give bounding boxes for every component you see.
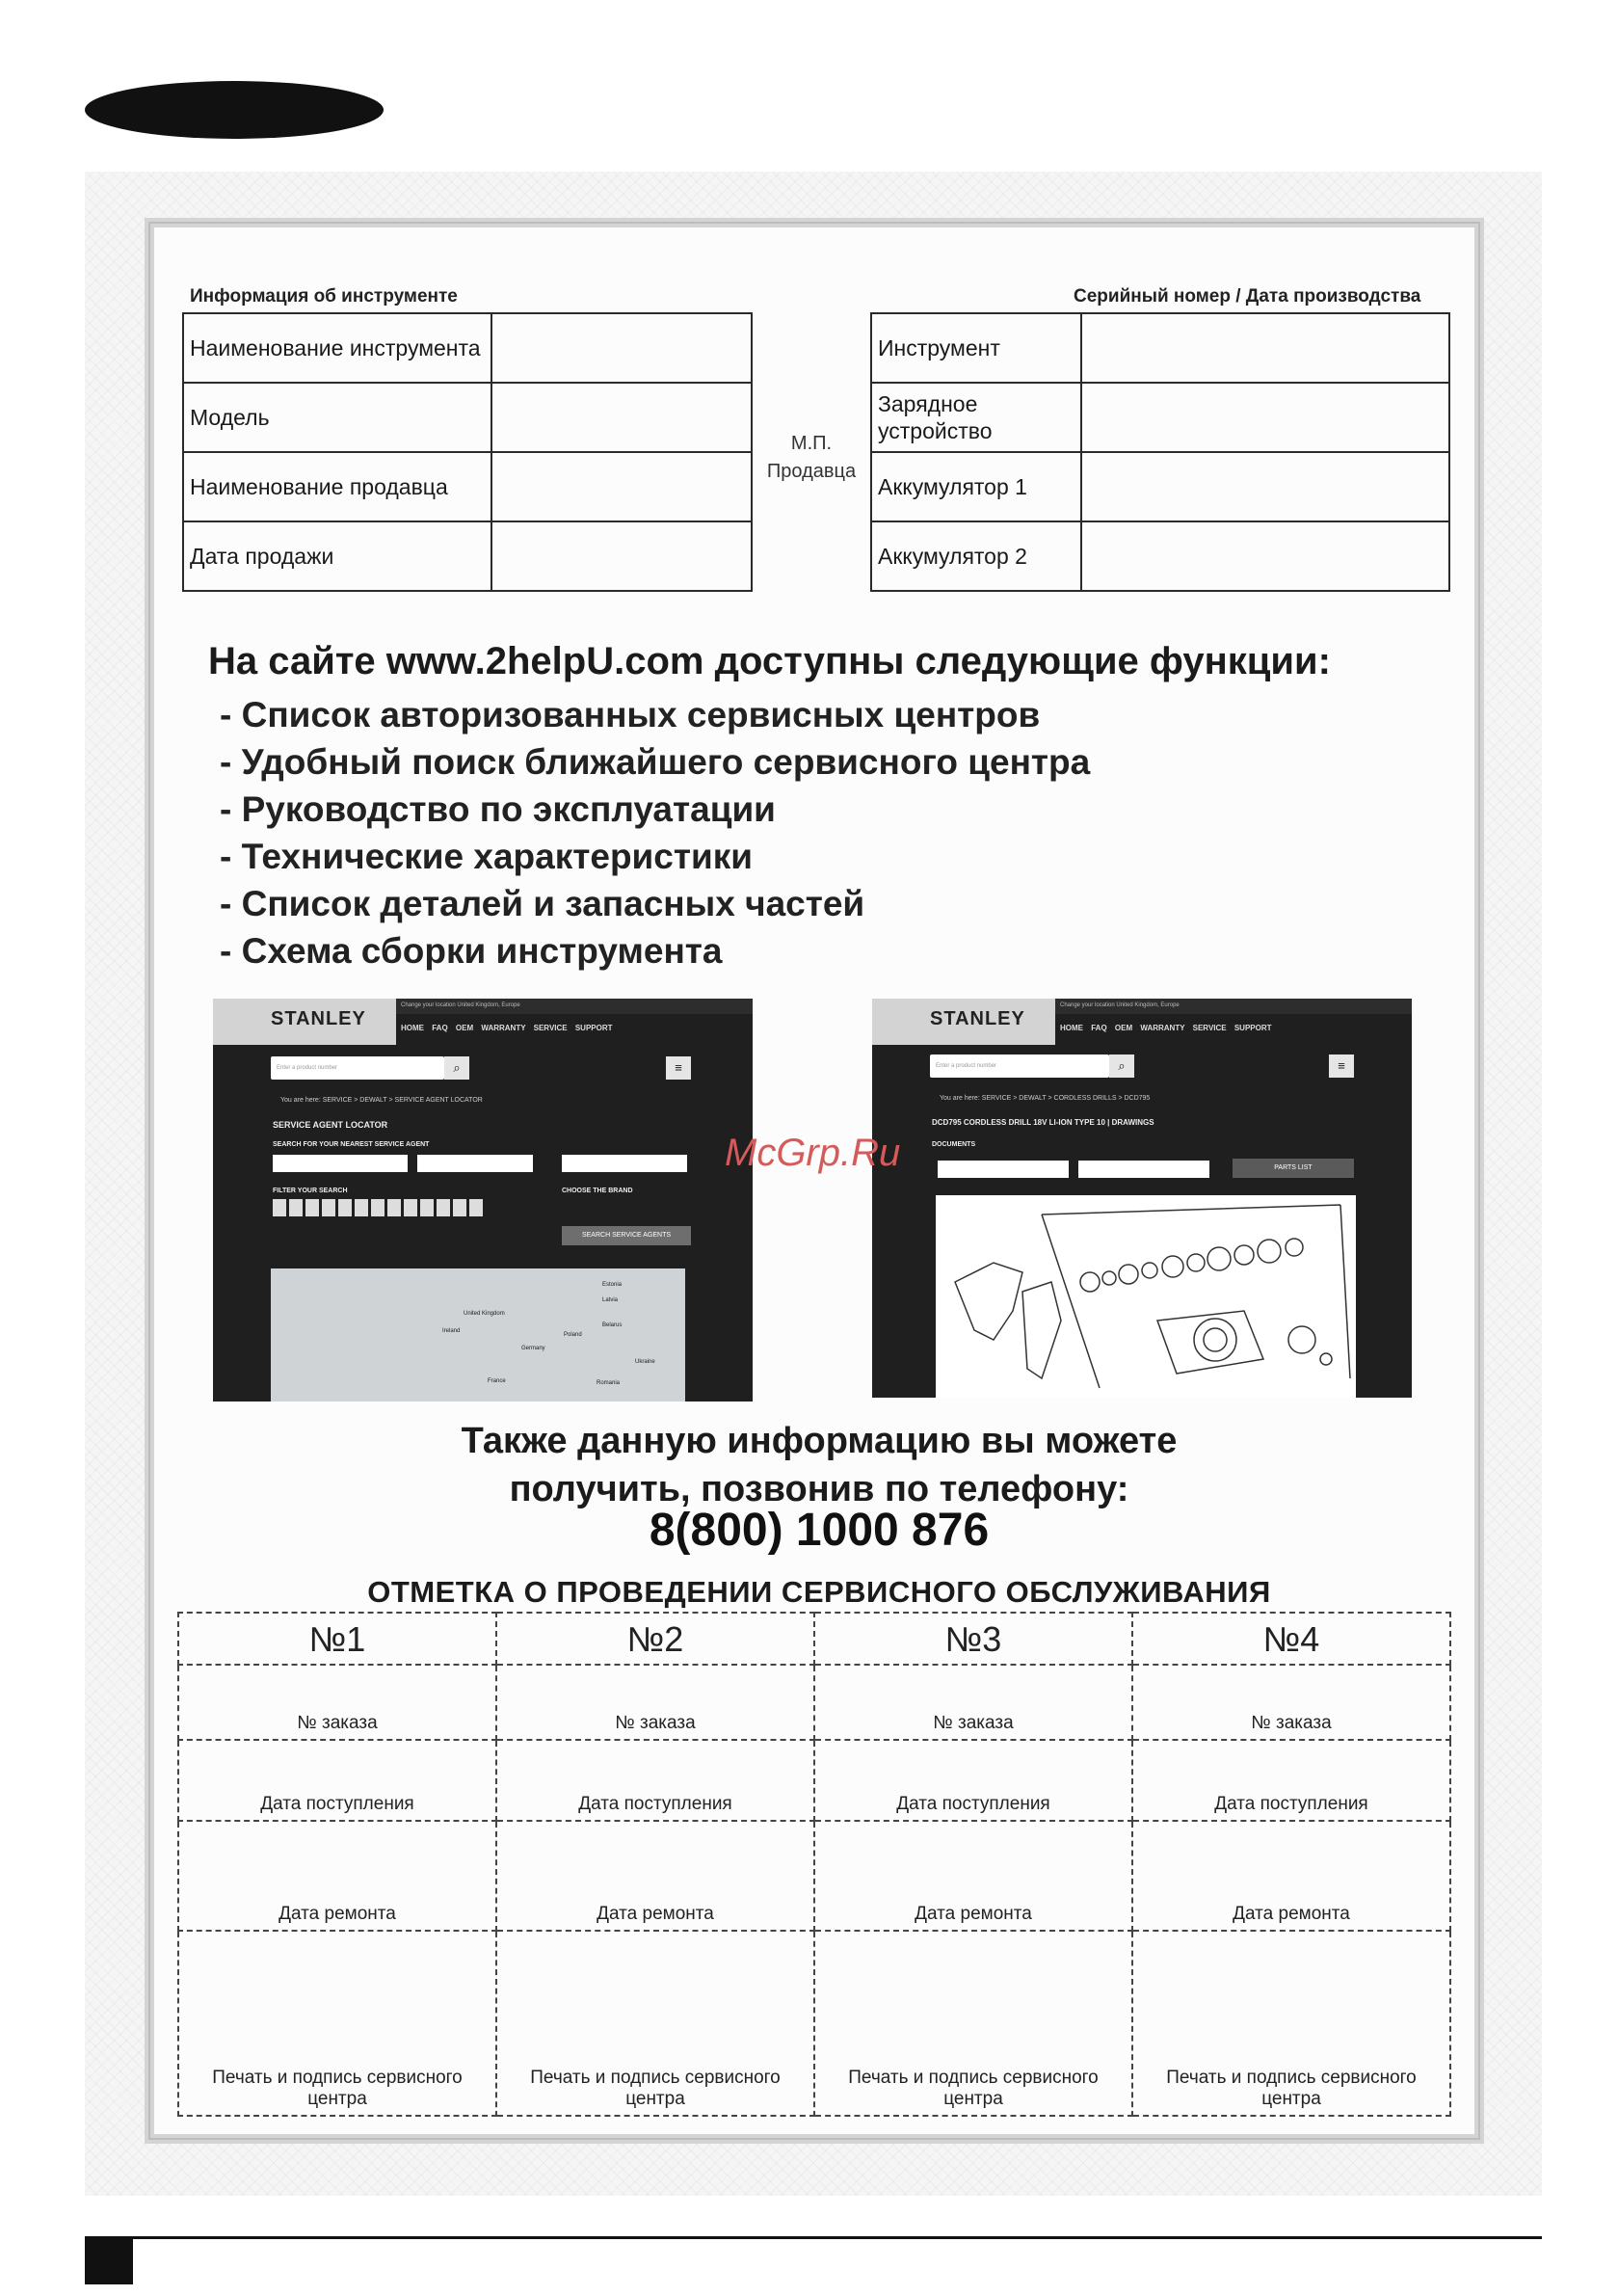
page-title: DCD795 CORDLESS DRILL 18V LI-ION TYPE 10 | DRAWINGS: [932, 1118, 1154, 1127]
search-icon: ⌕: [444, 1056, 469, 1080]
parts-list-button: PARTS LIST: [1233, 1159, 1354, 1178]
brand-logo: STANLEY: [930, 1008, 1025, 1029]
repair-date-cell[interactable]: Дата ремонта: [496, 1821, 814, 1931]
service-stamp-cell[interactable]: Печать и подпись сервисного центра: [178, 1931, 496, 2116]
stamp-line-1: М.П.: [790, 433, 833, 454]
battery1-serial-field[interactable]: [1081, 452, 1449, 521]
page-title: SERVICE AGENT LOCATOR: [273, 1120, 388, 1130]
postcode-field: [417, 1155, 533, 1172]
received-date-cell[interactable]: Дата поступления: [814, 1740, 1132, 1821]
phone-info-block: [289, 1417, 1349, 1513]
map-label: France: [488, 1378, 506, 1384]
tool-name-field[interactable]: [491, 313, 752, 383]
repair-date-cell[interactable]: Дата ремонта: [178, 1821, 496, 1931]
phone-info-line-2: получить, позвонив по телефону:: [509, 1469, 1129, 1509]
feature-item: - Руководство по эксплуатации: [220, 789, 776, 829]
tool-info-label: Информация об инструменте: [190, 286, 458, 307]
charger-serial-label: Зарядное устройство: [871, 383, 1081, 452]
received-date-cell[interactable]: Дата поступления: [1132, 1740, 1450, 1821]
serial-date-label: Серийный номер / Дата производства: [1074, 286, 1421, 307]
search-input: [930, 1055, 1109, 1078]
order-number-cell[interactable]: № заказа: [178, 1665, 496, 1740]
seller-name-label: Наименование продавца: [183, 452, 491, 521]
battery2-serial-label: Аккумулятор 2: [871, 521, 1081, 591]
sale-date-field[interactable]: [491, 521, 752, 591]
tool-serial-label: Инструмент: [871, 313, 1081, 383]
phone-info-line-1: Также данную информацию вы можете: [461, 1421, 1178, 1461]
page-number-box: [85, 2238, 133, 2284]
drawings-select: [1078, 1161, 1209, 1178]
service-stamp-cell[interactable]: Печать и подпись сервисного центра: [814, 1931, 1132, 2116]
location-link: Change your location United Kingdom, Europe: [401, 1002, 520, 1008]
watermark: McGrp.Ru: [725, 1132, 901, 1174]
service-column-4: №4: [1132, 1613, 1450, 1665]
brand-icons: [273, 1199, 485, 1216]
search-input: [271, 1056, 444, 1080]
received-date-cell[interactable]: Дата поступления: [496, 1740, 814, 1821]
feature-item: - Список авторизованных сервисных центров: [220, 695, 1041, 734]
section-tab-marker: [85, 81, 384, 139]
map-label: Belarus: [602, 1322, 623, 1328]
feature-item: - Схема сборки инструмента: [220, 931, 723, 971]
feature-item: - Удобный поиск ближайшего сервисного центра: [220, 742, 1091, 782]
charger-serial-field[interactable]: [1081, 383, 1449, 452]
seller-name-field[interactable]: [491, 452, 752, 521]
location-link: Change your location United Kingdom, Europe: [1060, 1002, 1180, 1008]
page-subtitle: SEARCH FOR YOUR NEAREST SERVICE AGENT: [273, 1141, 430, 1148]
map-area: [271, 1268, 685, 1402]
battery1-serial-label: Аккумулятор 1: [871, 452, 1081, 521]
tool-info-table: [182, 312, 753, 592]
repair-date-cell[interactable]: Дата ремонта: [1132, 1821, 1450, 1931]
service-stamp-cell[interactable]: Печать и подпись сервисного центра: [1132, 1931, 1450, 2116]
map-label: United Kingdom: [464, 1311, 505, 1317]
order-number-cell[interactable]: № заказа: [496, 1665, 814, 1740]
parts-drawing-screenshot: [872, 999, 1412, 1398]
map-label: Poland: [564, 1332, 582, 1338]
feature-item: - Технические характеристики: [220, 837, 753, 876]
order-number-cell[interactable]: № заказа: [1132, 1665, 1450, 1740]
brand-logo: STANLEY: [271, 1008, 366, 1029]
search-agents-button: SEARCH SERVICE AGENTS: [562, 1226, 691, 1245]
breadcrumb: You are here: SERVICE > DEWALT > CORDLESS DRILLS > DCD795: [940, 1095, 1151, 1102]
feature-list: [220, 691, 1090, 974]
service-record-table: [177, 1612, 1451, 2117]
exploded-drawing: [936, 1195, 1356, 1398]
sale-date-label: Дата продажи: [183, 521, 491, 591]
country-select: [273, 1155, 408, 1172]
order-number-cell[interactable]: № заказа: [814, 1665, 1132, 1740]
menu-icon: ≡: [1329, 1055, 1354, 1078]
filter-label: FILTER YOUR SEARCH: [273, 1188, 348, 1194]
service-column-3: №3: [814, 1613, 1132, 1665]
service-column-2: №2: [496, 1613, 814, 1665]
model-label: Модель: [183, 383, 491, 452]
search-placeholder: Enter a product number: [277, 1065, 338, 1071]
received-date-cell[interactable]: Дата поступления: [178, 1740, 496, 1821]
map-label: Ireland: [442, 1328, 461, 1334]
service-column-1: №1: [178, 1613, 496, 1665]
map-label: Latvia: [602, 1297, 619, 1303]
map-label: Ukraine: [635, 1359, 655, 1365]
documents-label: DOCUMENTS: [932, 1141, 976, 1148]
map-label: Germany: [521, 1346, 545, 1351]
seller-stamp-area: [761, 430, 862, 486]
stamp-line-2: Продавца: [766, 461, 857, 482]
model-field[interactable]: [491, 383, 752, 452]
website-headline: На сайте www.2helpU.com доступны следующие функции:: [208, 640, 1331, 682]
service-stamp-cell[interactable]: Печать и подпись сервисного центра: [496, 1931, 814, 2116]
map-label: Estonia: [602, 1282, 623, 1288]
tool-name-label: Наименование инструмента: [183, 313, 491, 383]
feature-item: - Список деталей и запасных частей: [220, 884, 865, 923]
menu-icon: ≡: [666, 1056, 691, 1080]
service-table-title: ОТМЕТКА О ПРОВЕДЕНИИ СЕРВИСНОГО ОБСЛУЖИВАНИЯ: [367, 1575, 1271, 1609]
footer-rule: [85, 2236, 1542, 2239]
main-nav: HOME FAQ OEM WARRANTY SERVICE SUPPORT: [1060, 1024, 1272, 1032]
exploded-view-drawing: [936, 1195, 1356, 1398]
search-placeholder: Enter a product number: [936, 1063, 997, 1069]
breadcrumb: You are here: SERVICE > DEWALT > SERVICE AGENT LOCATOR: [280, 1097, 483, 1104]
city-select: [562, 1155, 687, 1172]
brand-filter-label: CHOOSE THE BRAND: [562, 1188, 633, 1194]
main-nav: HOME FAQ OEM WARRANTY SERVICE SUPPORT: [401, 1024, 613, 1032]
tool-serial-field[interactable]: [1081, 313, 1449, 383]
serial-table: [870, 312, 1450, 592]
map-label: Romania: [597, 1380, 621, 1386]
phone-number: 8(800) 1000 876: [649, 1505, 990, 1556]
manual-select: [938, 1161, 1069, 1178]
search-icon: ⌕: [1109, 1055, 1134, 1078]
battery2-serial-field[interactable]: [1081, 521, 1449, 591]
repair-date-cell[interactable]: Дата ремонта: [814, 1821, 1132, 1931]
service-locator-screenshot: [213, 999, 753, 1402]
